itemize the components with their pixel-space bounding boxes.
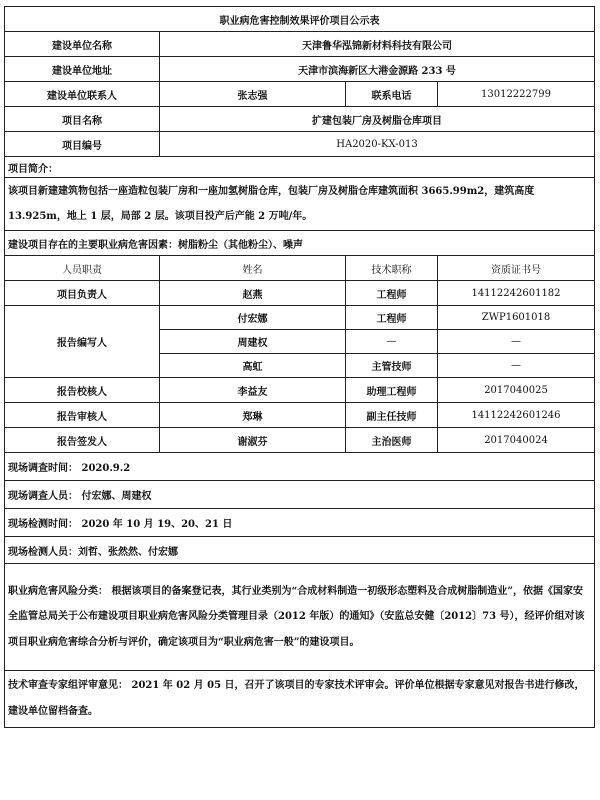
test-staff: 现场检测人员：刘哲、张然然、付宏娜 [5,537,595,564]
proofreader-cert: 2017040025 [438,378,595,403]
leader-name: 赵燕 [160,281,346,306]
proofreader-row [5,378,595,403]
intro-label: 项目简介： [5,157,595,178]
project-number-label: 项目编号 [5,132,160,157]
reviewer-name: 郑琳 [160,403,346,428]
contact-row [5,82,595,107]
writer-cert-1: ZWP1601018 [438,306,595,330]
disclosure-sheet [4,6,594,728]
proofreader-role: 报告校核人 [5,378,160,403]
table-title: 职业病危害控制效果评价项目公示表 [5,7,595,32]
issuer-title: 主治医师 [346,428,438,453]
writer-title-3: 主管技师 [346,354,438,378]
survey-staff: 现场调查人员： 付宏娜、周建权 [5,481,595,509]
risk-label: 职业病危害风险分类： [8,585,108,597]
writer-title-1: 工程师 [346,306,438,330]
project-number-value: HA2020-KX-013 [160,132,595,157]
intro-text-row [5,178,595,231]
reviewer-cert: 14112242601246 [438,403,595,428]
unit-address-value: 天津市滨海新区大港金源路 233 号 [160,57,595,82]
issuer-cert: 2017040024 [438,428,595,453]
unit-address-row [5,57,595,82]
writer-name-3: 高虹 [160,354,346,378]
review-text: 2021 年 02 月 05 日，召开了该项目的专家技术评审会。评价单位根据专家意见对报告书进行修改，建设单位留档备查。 [8,680,585,717]
project-name-row [5,107,595,132]
header-role: 人员职责 [5,256,160,281]
project-name-value: 扩建包装厂房及树脂仓库项目 [160,107,595,132]
test-time: 现场检测时间： 2020 年 10 月 19、20、21 日 [5,509,595,537]
risk-cell [5,564,595,671]
review-row [5,671,595,728]
issuer-name: 谢淑芬 [160,428,346,453]
unit-name-label: 建设单位名称 [5,32,160,57]
writer-row-1 [5,306,595,330]
writer-cert-3: — [438,354,595,378]
risk-text: 根据该项目的备案登记表，其行业类别为“合成材料制造一初级形态塑料及合成树脂制造业”，依据《国家安全监管总局关于公布建设项目职业病危害风险分类管理目录（2012 年版）的通知》（安监总安健〔2012〕73 号），经评价组对该项目职业病危害综合分析与评价，确定该项目为“职业病危害一般”的建设项目。 [8,585,585,648]
proofreader-title: 助理工程师 [346,378,438,403]
reviewer-role: 报告审核人 [5,403,160,428]
contact-label: 建设单位联系人 [5,82,160,107]
header-title: 技术职称 [346,256,438,281]
writer-cert-2: — [438,330,595,354]
proofreader-name: 李益友 [160,378,346,403]
disclosure-table [4,6,595,728]
reviewer-row [5,403,595,428]
test-time-row [5,509,595,537]
issuer-role: 报告签发人 [5,428,160,453]
leader-row [5,281,595,306]
intro-text: 该项目新建建筑物包括一座造粒包装厂房和一座加氢树脂仓库，包装厂房及树脂仓库建筑面积 3665.99m2，建筑高度 13.925m，地上 1 层，局部 2 层。该项目投产后产能 2 万吨/年。 [5,178,595,231]
header-cert: 资质证书号 [438,256,595,281]
review-label: 技术审查专家组评审意见： [8,680,128,691]
unit-name-value: 天津鲁华泓锦新材料科技有限公司 [160,32,595,57]
hazard-row [5,231,595,256]
title-row [5,7,595,32]
writer-name-2: 周建权 [160,330,346,354]
writer-name-1: 付宏娜 [160,306,346,330]
project-number-row [5,132,595,157]
header-name: 姓名 [160,256,346,281]
personnel-header-row [5,256,595,281]
risk-row [5,564,595,671]
unit-name-row [5,32,595,57]
project-name-label: 项目名称 [5,107,160,132]
test-staff-row [5,537,595,564]
leader-title: 工程师 [346,281,438,306]
intro-label-row [5,157,595,178]
leader-role: 项目负责人 [5,281,160,306]
survey-time-row [5,453,595,481]
review-cell [5,671,595,728]
leader-cert: 14112242601182 [438,281,595,306]
hazard-factors: 建设项目存在的主要职业病危害因素：树脂粉尘（其他粉尘）、噪声 [5,231,595,256]
survey-staff-row [5,481,595,509]
writer-title-2: — [346,330,438,354]
reviewer-title: 副主任技师 [346,403,438,428]
phone-value: 13012222799 [438,82,595,107]
phone-label: 联系电话 [346,82,438,107]
unit-address-label: 建设单位地址 [5,57,160,82]
issuer-row [5,428,595,453]
writers-role: 报告编写人 [5,306,160,378]
contact-value: 张志强 [160,82,346,107]
survey-time: 现场调查时间： 2020.9.2 [5,453,595,481]
